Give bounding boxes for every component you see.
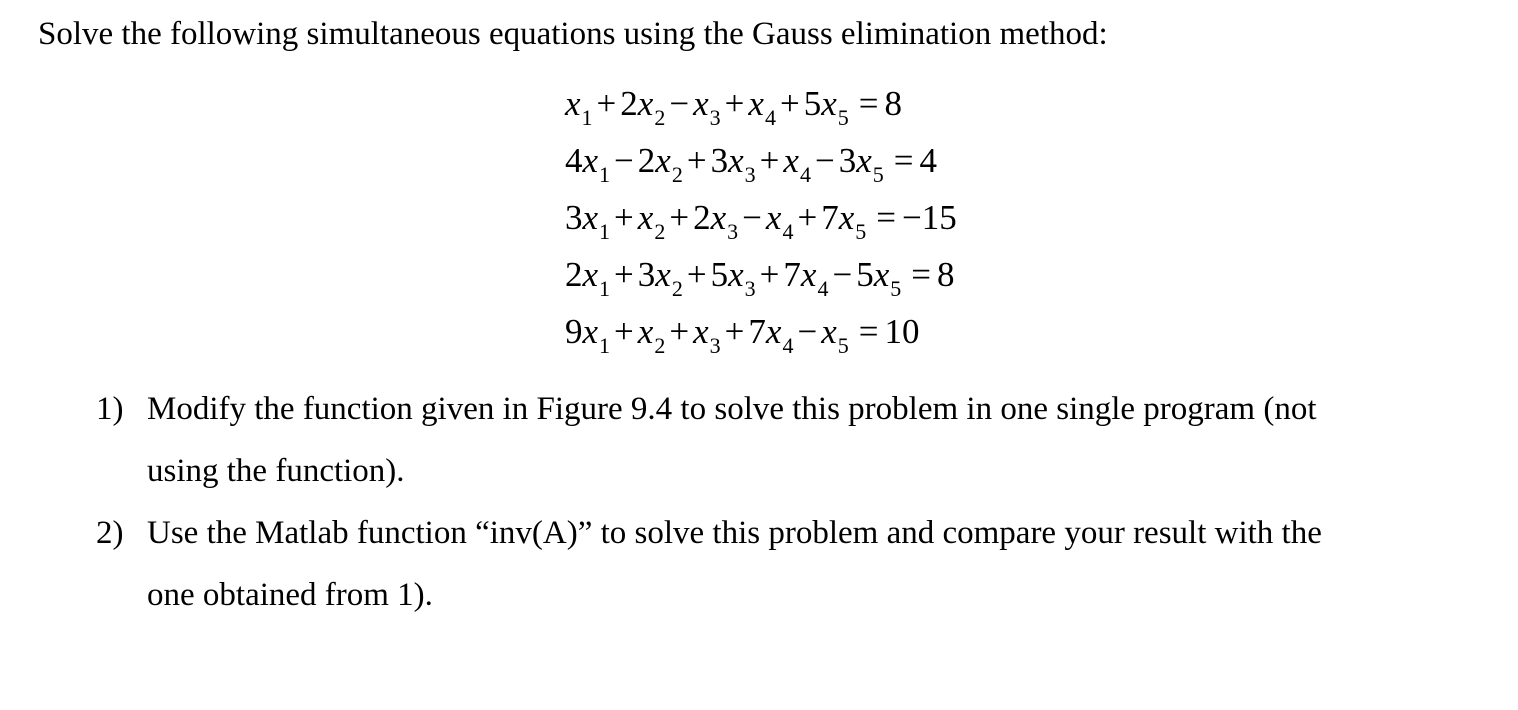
variable-subscript: 4 (799, 162, 811, 187)
equation-term (638, 312, 666, 356)
term-variable: x (693, 84, 709, 123)
equation-term (638, 141, 683, 185)
variable-subscript: 5 (872, 162, 884, 187)
equation-rhs: 10 (884, 312, 920, 351)
equation-rhs: 8 (884, 84, 902, 123)
variable-subscript: 3 (727, 219, 739, 244)
equation-operator: − (797, 312, 818, 351)
term-variable: x (582, 141, 599, 180)
variable-subscript: 4 (782, 333, 794, 358)
equation-operator: + (779, 84, 800, 123)
term-coefficient: 7 (783, 255, 801, 294)
variable-subscript: 3 (744, 162, 756, 187)
equation-operator: + (724, 84, 745, 123)
term-coefficient: 2 (565, 255, 583, 294)
variable-subscript: 2 (654, 219, 666, 244)
term-coefficient: 3 (565, 198, 583, 237)
question-number: 2) (96, 515, 124, 551)
equation-term (821, 312, 849, 356)
variable-subscript: 1 (599, 219, 611, 244)
term-variable: x (800, 255, 817, 294)
term-coefficient: 2 (693, 198, 711, 237)
variable-subscript: 2 (671, 276, 683, 301)
equation-term (693, 198, 738, 242)
variable-subscript: 5 (890, 276, 902, 301)
equation-operator: + (669, 312, 690, 351)
question-text-line: one obtained from 1). (147, 577, 433, 613)
equation-term (565, 312, 610, 356)
equation-operator: − (669, 84, 690, 123)
equation-operator: − (742, 198, 762, 237)
variable-subscript: 3 (709, 105, 721, 130)
variable-subscript: 1 (599, 162, 611, 187)
equation-term (783, 141, 811, 185)
variable-subscript: 2 (654, 333, 666, 358)
term-coefficient: 3 (710, 141, 729, 180)
equation-term (839, 141, 884, 185)
equation-operator: + (759, 255, 780, 294)
equals-sign: = (876, 198, 896, 237)
term-variable: x (838, 198, 855, 237)
term-coefficient: 4 (565, 141, 583, 180)
equation-row (565, 198, 957, 255)
term-variable: x (765, 312, 782, 351)
term-coefficient: 5 (803, 84, 822, 123)
equation-operator: + (614, 312, 634, 351)
equation-term (711, 255, 756, 299)
equation-term (748, 312, 793, 356)
term-variable: x (582, 312, 599, 351)
equation-term (821, 198, 866, 242)
equation-system (565, 84, 957, 369)
equation-operator: + (724, 312, 745, 351)
question-number: 1) (96, 391, 124, 427)
equation-operator: − (614, 141, 634, 180)
question-item (96, 378, 1476, 502)
equation-term (711, 141, 756, 185)
equation-term (693, 84, 721, 128)
equation-term (565, 198, 610, 242)
question-text-line: using the function). (147, 453, 405, 489)
variable-subscript: 4 (782, 219, 794, 244)
equation-rhs: 8 (936, 255, 955, 294)
equation-operator: + (686, 141, 707, 180)
term-variable: x (821, 312, 837, 351)
equals-sign: = (858, 84, 879, 123)
term-coefficient: 2 (637, 141, 656, 180)
variable-subscript: 5 (837, 333, 849, 358)
variable-subscript: 5 (837, 105, 849, 130)
term-variable: x (655, 141, 671, 180)
equation-operator: + (759, 141, 780, 180)
variable-subscript: 5 (855, 219, 867, 244)
variable-subscript: 1 (581, 105, 593, 130)
equation-operator: − (814, 141, 835, 180)
variable-subscript: 1 (599, 276, 611, 301)
equation-row (565, 141, 957, 198)
term-variable: x (637, 84, 654, 123)
term-coefficient: 7 (748, 312, 766, 351)
equation-row (565, 255, 957, 312)
term-variable: x (582, 198, 599, 237)
variable-subscript: 2 (671, 162, 683, 187)
equation-term (693, 312, 721, 356)
equation-operator: + (797, 198, 818, 237)
term-variable: x (748, 84, 764, 123)
equation-term (565, 141, 610, 185)
equation-rhs: −15 (901, 198, 957, 237)
equation-term (638, 255, 683, 299)
equation-operator: + (596, 84, 617, 123)
term-coefficient: 5 (710, 255, 729, 294)
term-variable: x (637, 312, 654, 351)
term-variable: x (710, 198, 727, 237)
term-coefficient: 5 (856, 255, 874, 294)
term-variable: x (582, 255, 599, 294)
term-variable: x (856, 141, 872, 180)
variable-subscript: 4 (817, 276, 829, 301)
term-coefficient: 3 (838, 141, 857, 180)
term-coefficient: 3 (637, 255, 656, 294)
problem-statement: Solve the following simultaneous equations using the Gauss elimination method: (38, 16, 1108, 52)
variable-subscript: 1 (599, 333, 611, 358)
equals-sign: = (911, 255, 931, 294)
equation-term (783, 255, 828, 299)
equation-operator: + (686, 255, 707, 294)
equation-term (620, 84, 665, 128)
equation-term (748, 84, 776, 128)
equation-term (638, 198, 666, 242)
term-variable: x (637, 198, 654, 237)
variable-subscript: 4 (764, 105, 776, 130)
equation-term (856, 255, 901, 299)
question-text-line: Modify the function given in Figure 9.4 to solve this problem in one single program (not (147, 391, 1317, 427)
equals-sign: = (893, 141, 914, 180)
equation-operator: − (832, 255, 853, 294)
term-variable: x (765, 198, 782, 237)
term-coefficient: 2 (620, 84, 638, 123)
equation-rhs: 4 (919, 141, 937, 180)
question-item (96, 502, 1476, 626)
equation-operator: + (669, 198, 690, 237)
term-variable: x (655, 255, 671, 294)
question-text-line: Use the Matlab function “inv(A)” to solve this problem and compare your result with the (147, 515, 1322, 551)
equation-term (565, 84, 593, 128)
equation-operator: + (614, 255, 634, 294)
term-coefficient: 9 (565, 312, 583, 351)
equation-row (565, 84, 957, 141)
variable-subscript: 3 (744, 276, 756, 301)
variable-subscript: 3 (709, 333, 721, 358)
term-variable: x (728, 255, 744, 294)
equals-sign: = (858, 312, 879, 351)
equation-term (804, 84, 849, 128)
equation-term (766, 198, 794, 242)
equation-term (565, 255, 610, 299)
term-variable: x (565, 84, 581, 123)
term-variable: x (783, 141, 799, 180)
equation-operator: + (614, 198, 634, 237)
question-list (96, 378, 1476, 626)
equation-row (565, 312, 957, 369)
term-coefficient: 7 (821, 198, 839, 237)
term-variable: x (728, 141, 744, 180)
term-variable: x (693, 312, 709, 351)
variable-subscript: 2 (654, 105, 666, 130)
term-variable: x (821, 84, 837, 123)
term-variable: x (873, 255, 890, 294)
